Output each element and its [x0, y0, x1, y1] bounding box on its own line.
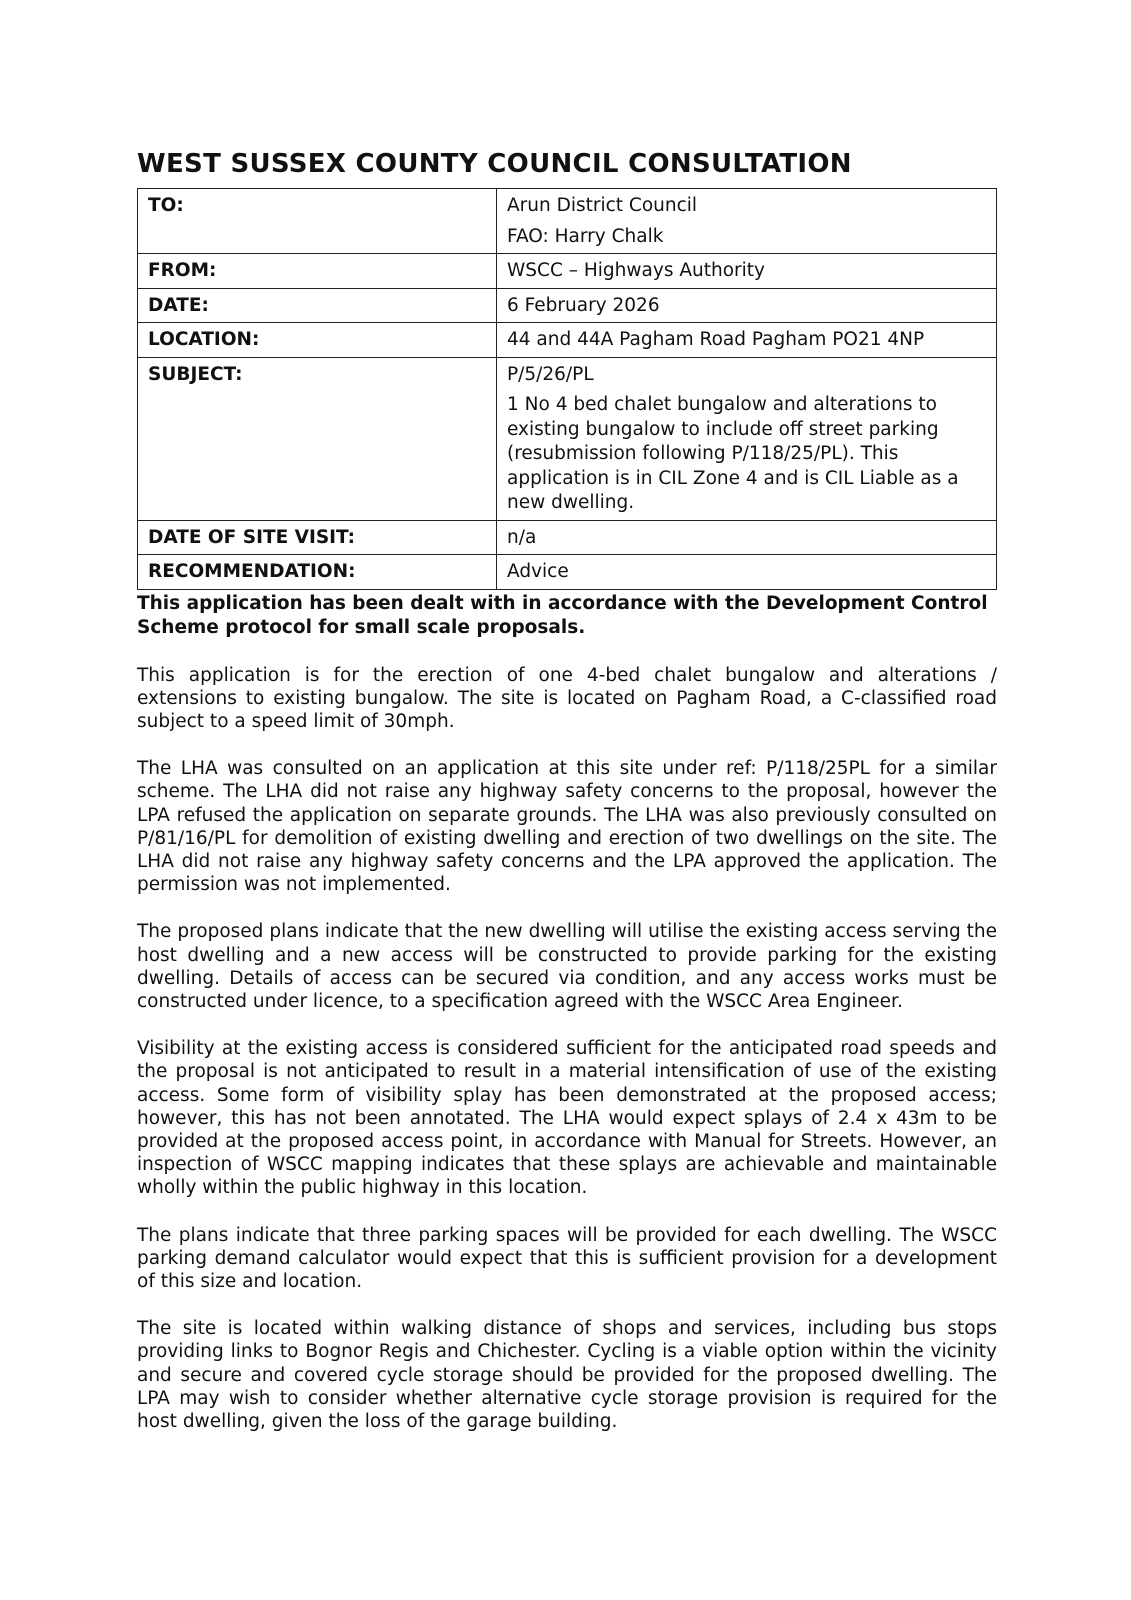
subject-value [497, 357, 997, 520]
paragraph-proposal: This application is for the erection of one 4-bed chalet bungalow and alterations / extensions to existing bungalow. The site is located on Pagham Road, a C-classified road subject to a speed limit of 30mph. [137, 664, 997, 732]
recommendation-row [138, 555, 997, 590]
from-value: WSCC – Highways Authority [497, 254, 997, 289]
paragraph-history: The LHA was consulted on an application at this site under ref: P/118/25PL for a similar scheme. The LHA did not raise any highway safety concerns to the proposal, however the LPA refused the application on separate grounds. The LHA was also previously consulted on P/81/16/PL for demolition of existing dwelling and erection of two dwellings on the site. The LHA did not raise any highway safety concerns and the LPA approved the application. The permission was not implemented. [137, 758, 997, 896]
subject-label: SUBJECT: [138, 357, 497, 520]
consultation-details-table [137, 188, 997, 590]
to-row [138, 189, 997, 254]
document-page [137, 148, 997, 1433]
to-value [497, 189, 997, 254]
recommendation-label: RECOMMENDATION: [138, 555, 497, 590]
recommendation-value: Advice [497, 555, 997, 590]
subject-description: 1 No 4 bed chalet bungalow and alterations to existing bungalow to include off street parking (resubmission following P/118/25/PL). This application is in CIL Zone 4 and is CIL Liable as a new dwelling. [507, 394, 959, 513]
from-label: FROM: [138, 254, 497, 289]
to-recipient: Arun District Council [507, 195, 698, 216]
paragraph-parking: The plans indicate that three parking spaces will be provided for each dwelling. The WSCC parking demand calculator would expect that this is sufficient provision for a development of this size and location. [137, 1224, 997, 1292]
site-visit-value: n/a [497, 520, 997, 555]
location-row [138, 323, 997, 358]
paragraph-visibility: Visibility at the existing access is considered sufficient for the anticipated road speeds and the proposal is not anticipated to result in a material intensification of use of the existing access. Some form of visibility splay has been demonstrated at the proposed access; however, this has not been annotated. The LHA would expect splays of 2.4 x 43m to be provided at the proposed access point, in accordance with Manual for Streets. However, an inspection of WSCC mapping indicates that these splays are achievable and maintainable wholly within the public highway in this location. [137, 1038, 997, 1199]
date-row [138, 288, 997, 323]
document-title: WEST SUSSEX COUNTY COUNCIL CONSULTATION [137, 149, 852, 179]
paragraph-access: The proposed plans indicate that the new dwelling will utilise the existing access serving the host dwelling and a new access will be constructed to provide parking for the existing dwelling. Details of access can be secured via condition, and any access works must be constructed under licence, to a specification agreed with the WSCC Area Engineer. [137, 921, 997, 1012]
to-label: TO: [138, 189, 497, 254]
location-value: 44 and 44A Pagham Road Pagham PO21 4NP [497, 323, 997, 358]
subject-reference: P/5/26/PL [507, 363, 594, 385]
from-row [138, 254, 997, 289]
location-label: LOCATION: [138, 323, 497, 358]
to-fao: FAO: Harry Chalk [507, 225, 664, 247]
paragraph-sustainable-transport: The site is located within walking distance of shops and services, including bus stops providing links to Bognor Regis and Chichester. Cycling is a viable option within the vicinity and secure and covered cycle storage should be provided for the proposed dwelling. The LPA may wish to consider whether alternative cycle storage provision is required for the host dwelling, given the loss of the garage building. [137, 1318, 997, 1432]
site-visit-label: DATE OF SITE VISIT: [138, 520, 497, 555]
date-label: DATE: [138, 288, 497, 323]
subject-row [138, 357, 997, 520]
date-value: 6 February 2026 [497, 288, 997, 323]
protocol-note: This application has been dealt with in accordance with the Development Control Scheme protocol for small scale proposals. [137, 592, 988, 638]
site-visit-row [138, 520, 997, 555]
